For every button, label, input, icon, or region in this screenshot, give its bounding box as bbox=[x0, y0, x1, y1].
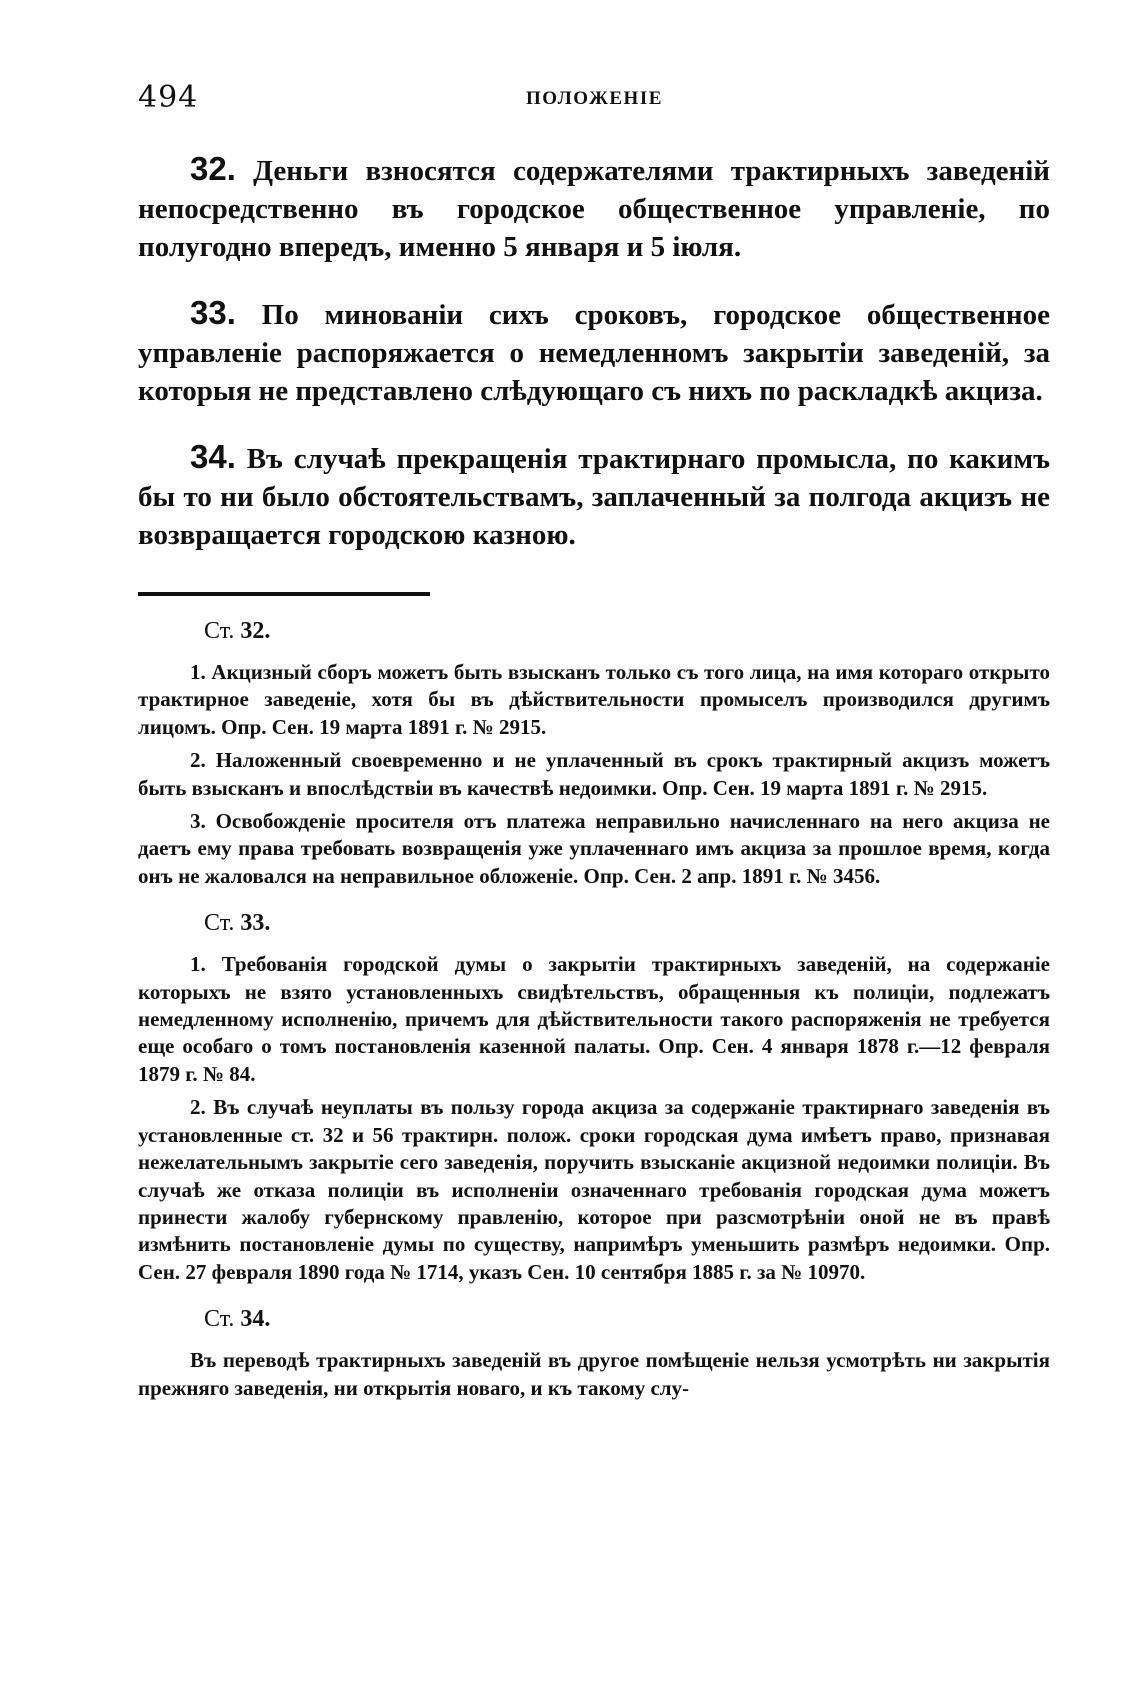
note-item: 2. Наложенный своевременно и не уплаченный въ срокъ трактирный акцизъ можетъ быть взысканъ и впослѣдствіи въ качествѣ недоимки. Опр. Сен. 19 марта 1891 г. № 2915. bbox=[138, 748, 1050, 800]
main-articles bbox=[138, 150, 1050, 582]
note-group-34 bbox=[138, 1306, 1050, 1402]
note-item: 1. Акцизный сборъ можетъ быть взысканъ только съ того лица, на имя котораго открыто трактирное заведеніе, хотя бы въ дѣйствительности промыселъ производился другимъ лицомъ. Опр. Сен. 19 марта 1891 г. № 2915. bbox=[138, 660, 1050, 739]
article-number: 33. bbox=[190, 294, 236, 331]
note-group-33 bbox=[138, 910, 1050, 1286]
article-34 bbox=[138, 438, 1050, 554]
note-heading-prefix: Ст. bbox=[204, 618, 235, 644]
running-title: ПОЛОЖЕНІЕ bbox=[526, 88, 663, 109]
note-group-32 bbox=[138, 618, 1050, 890]
page-header bbox=[138, 80, 1050, 120]
article-text: По минованіи сихъ сроковъ, городское общественное управленіе распоряжается о немедленномъ закрытіи заведеній, за которыя не представлено слѣдующаго съ нихъ по раскладкѣ акциза. bbox=[138, 299, 1050, 407]
note-heading-prefix: Ст. bbox=[204, 1306, 235, 1333]
note-heading bbox=[204, 1306, 1050, 1333]
note-item: Въ переводѣ трактирныхъ заведеній въ другое помѣщеніе нельзя усмотрѣть ни закрытія прежняго заведенія, ни открытія новаго, и къ такому слу- bbox=[138, 1348, 1050, 1400]
footnote-divider bbox=[138, 592, 430, 596]
article-32 bbox=[138, 150, 1050, 266]
note-heading bbox=[204, 910, 1050, 937]
note-heading-number: 33. bbox=[240, 910, 271, 937]
article-text: Деньги взносятся содержателями трактирныхъ заведеній непосредственно въ городское общественное управленіе, по полугодно впередъ, именно 5 января и 5 іюля. bbox=[138, 155, 1050, 263]
footnotes bbox=[138, 618, 1050, 1422]
article-text: Въ случаѣ прекращенія трактирнаго промысла, по какимъ бы то ни было обстоятельствамъ, заплаченный за полгода акцизъ не возвращается городскою казною. bbox=[138, 443, 1051, 551]
note-heading-number: 34. bbox=[240, 1306, 271, 1333]
article-number: 32. bbox=[190, 150, 236, 187]
note-item: 1. Требованія городской думы о закрытіи трактирныхъ заведеній, на содержаніе которыхъ не взято установленныхъ свидѣтельствъ, обращенныя къ полиціи, подлежатъ немедленному исполненію, причемъ для дѣйствительности такого распоряженія не требуется еще особаго о томъ постановленія казенной палаты. Опр. Сен. 4 января 1878 г.—12 февраля 1879 г. № 84. bbox=[138, 952, 1050, 1086]
article-33 bbox=[138, 294, 1050, 410]
note-heading-prefix: Ст. bbox=[204, 910, 235, 937]
note-heading bbox=[204, 618, 1050, 645]
article-number: 34. bbox=[190, 438, 236, 475]
note-item: 3. Освобожденіе просителя отъ платежа неправильно начисленнаго на него акциза не даетъ ему права требовать возвращенія уже уплаченнаго имъ акциза за прошлое время, когда онъ не жаловался на неправильное обложеніе. Опр. Сен. 2 апр. 1891 г. № 3456. bbox=[138, 809, 1050, 888]
page-number: 494 bbox=[138, 80, 199, 115]
note-item: 2. Въ случаѣ неуплаты въ пользу города акциза за содержаніе трактирнаго заведенія въ установленные ст. 32 и 56 трактирн. полож. сроки городская дума имѣетъ право, признавая нежелательнымъ закрытіе сего заведенія, поручить взысканіе акцизной недоимки полиціи. Въ случаѣ же отказа полиціи въ исполненіи означеннаго требованія городская дума можетъ принести жалобу губернскому правленію, которое при разсмотрѣніи оной не въ правѣ измѣнить постановленіе думы по существу, напримѣръ уменьшить размѣръ недоимки. Опр. Сен. 27 февраля 1890 года № 1714, указъ Сен. 10 сентября 1885 г. за № 10970. bbox=[138, 1095, 1050, 1284]
note-heading-number: 32. bbox=[240, 618, 271, 644]
